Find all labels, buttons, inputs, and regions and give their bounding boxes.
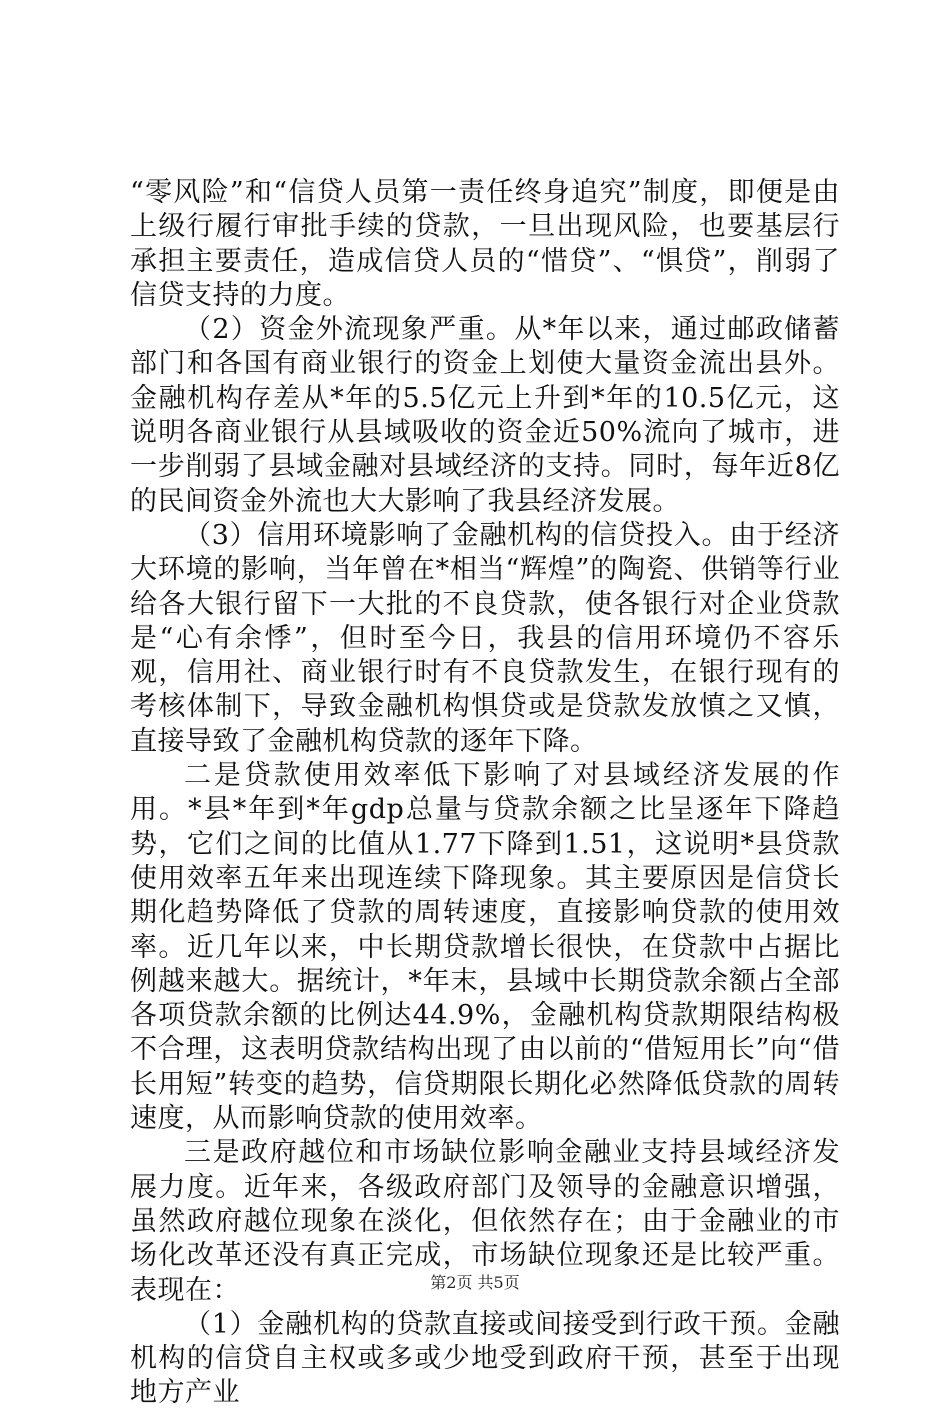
paragraph-3: （3）信用环境影响了金融机构的信贷投入。由于经济大环境的影响，当年曾在*相当“辉煌”的陶瓷、供销等行业给各大银行留下一大批的不良贷款，使各银行对企业贷款是“心有余悸”，但时至今日，我县的信用环境仍不容乐观，信用社、商业银行时有不良贷款发生，在银行现有的考核体制下，导致金融机构惧贷或是贷款发放慎之又慎，直接导致了金融机构贷款的逐年下降。 [130,519,840,757]
paragraph-2: （2）资金外流现象严重。从*年以来，通过邮政储蓄部门和各国有商业银行的资金上划使大量资金流出县外。金融机构存差从*年的5.5亿元上升到*年的10.5亿元，这说明各商业银行从县域吸收的资金近50%流向了城市，进一步削弱了县域金融对县域经济的支持。同时，每年近8亿的民间资金外流也大大影响了我县经济发展。 [130,314,840,517]
paragraph-1: “零风险”和“信贷人员第一责任终身追究”制度，即便是由上级行履行审批手续的贷款，一旦出现风险，也要基层行承担主要责任，造成信贷人员的“惜贷”、“惧贷”，削弱了信贷支持的力度。 [130,177,840,311]
page-number-footer: 第2页 共5页 [430,1273,520,1292]
paragraph-5: 三是政府越位和市场缺位影响金融业支持县域经济发展力度。近年来，各级政府部门及领导的金融意识增强，虽然政府越位现象在淡化，但依然存在；由于金融业的市场化改革还没有真正完成，市场缺位现象还是比较严重。表现在： [130,1137,840,1306]
paragraph-6: （1）金融机构的贷款直接或间接受到行政干预。金融机构的信贷自主权或多或少地受到政府干预，甚至于出现地方产业 [130,1308,840,1409]
paragraph-4: 二是贷款使用效率低下影响了对县域经济发展的作用。*县*年到*年gdp总量与贷款余额之比呈逐年下降趋势，它们之间的比值从1.77下降到1.51，这说明*县贷款使用效率五年来出现连续下降现象。其主要原因是信贷长期化趋势降低了贷款的周转速度，直接影响贷款的使用效率。近几年以来，中长期贷款增长很快，在贷款中占据比例越来越大。据统计，*年末，县域中长期贷款余额占全部各项贷款余额的比例达44.9%，金融机构贷款期限结构极不合理，这表明贷款结构出现了由以前的“借短用长”向“借长用短”转变的趋势，信贷期限长期化必然降低贷款的周转速度，从而影响贷款的使用效率。 [130,760,840,1135]
document-body [130,176,840,1411]
